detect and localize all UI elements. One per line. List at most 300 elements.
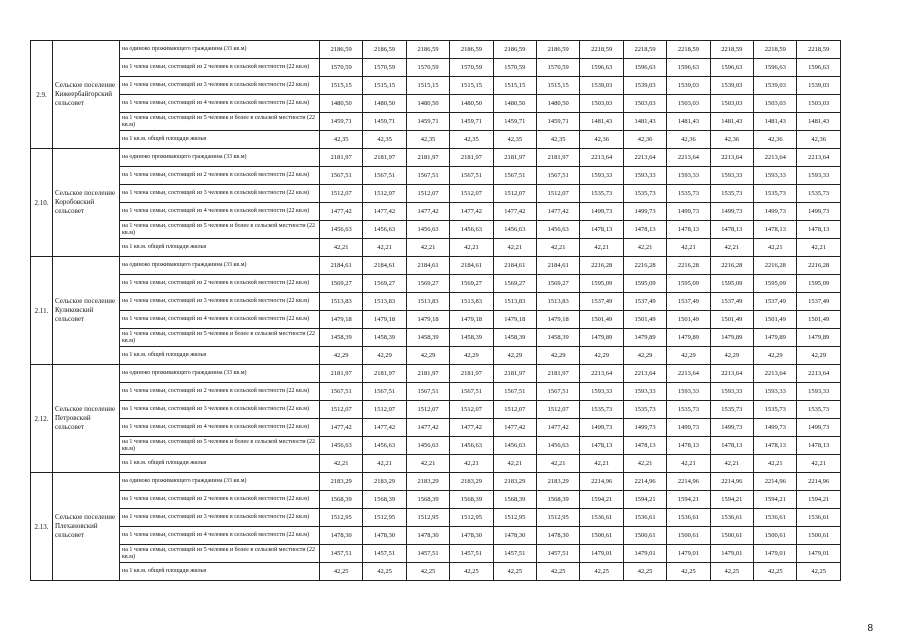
tariff-value: 42,21: [493, 239, 536, 257]
tariff-value: 1481,43: [754, 113, 797, 131]
settlement-name: Сельское поселение Кижеербайгорский сельсовет: [53, 41, 120, 149]
tariff-value: 1456,63: [537, 221, 580, 239]
tariff-value: 1568,39: [493, 491, 536, 509]
tariff-value: 1596,63: [667, 59, 710, 77]
tariff-value: 1515,15: [363, 77, 406, 95]
tariff-value: 1480,50: [320, 95, 363, 113]
tariff-value: 1456,63: [320, 437, 363, 455]
tariff-value: 1478,13: [667, 221, 710, 239]
table-row: [31, 113, 841, 131]
tariff-value: 42,29: [667, 347, 710, 365]
tariff-value: 2213,64: [580, 365, 623, 383]
tariff-value: 2181,97: [493, 365, 536, 383]
tariff-value: 1456,63: [363, 221, 406, 239]
tariff-value: 1535,73: [580, 185, 623, 203]
tariff-value: 2213,64: [667, 149, 710, 167]
tariff-value: 2181,97: [537, 365, 580, 383]
tariff-value: 1499,73: [667, 419, 710, 437]
row-label: на 1 кв.м. общей площади жилья: [120, 563, 320, 581]
tariff-value: 1512,95: [493, 509, 536, 527]
tariff-value: 2213,64: [623, 149, 666, 167]
row-label: на 1 члена семьи, состоящей из 2 человек в сельской местности (22 кв.м): [120, 275, 320, 293]
tariff-value: 1481,43: [710, 113, 753, 131]
tariff-value: 1537,49: [754, 293, 797, 311]
tariff-value: 1536,61: [580, 509, 623, 527]
tariff-value: 2181,97: [450, 149, 493, 167]
tariff-value: 1479,89: [667, 329, 710, 347]
tariff-value: 1593,33: [623, 167, 666, 185]
tariff-value: 2213,64: [797, 149, 841, 167]
table-row: [31, 509, 841, 527]
tariff-value: 1477,42: [493, 419, 536, 437]
tariff-value: 1537,49: [580, 293, 623, 311]
tariff-value: 1479,01: [667, 545, 710, 563]
table-row: [31, 185, 841, 203]
tariff-value: 1539,03: [710, 77, 753, 95]
tariff-value: 1478,13: [754, 437, 797, 455]
tariff-value: 1535,73: [580, 401, 623, 419]
tariff-value: 42,35: [450, 131, 493, 149]
row-label: на 1 члена семьи, состоящей из 3 человек в сельской местности (22 кв.м): [120, 185, 320, 203]
tariff-value: 1501,49: [667, 311, 710, 329]
tariff-value: 1513,83: [537, 293, 580, 311]
tariff-value: 2213,64: [710, 149, 753, 167]
row-label: на 1 члена семьи, состоящей из 5 человек и более в сельской местности (22 кв.м): [120, 329, 320, 347]
tariff-value: 2183,29: [363, 473, 406, 491]
tariff-value: 1593,33: [710, 167, 753, 185]
tariff-value: 1569,27: [406, 275, 449, 293]
tariff-value: 1499,73: [754, 419, 797, 437]
row-label: на 1 члена семьи, состоящей из 3 человек в сельской местности (22 кв.м): [120, 77, 320, 95]
tariff-value: 1593,33: [797, 167, 841, 185]
tariff-value: 1499,73: [754, 203, 797, 221]
row-label: на 1 кв.м. общей площади жилья: [120, 347, 320, 365]
tariff-value: 2183,29: [450, 473, 493, 491]
section-number: 2.13.: [31, 473, 53, 581]
tariff-value: 42,21: [450, 239, 493, 257]
row-label: на 1 кв.м. общей площади жилья: [120, 131, 320, 149]
tariff-value: 1539,03: [797, 77, 841, 95]
tariff-value: 1596,63: [710, 59, 753, 77]
tariff-value: 42,21: [363, 455, 406, 473]
tariff-value: 2216,28: [754, 257, 797, 275]
tariff-table-body: [31, 41, 841, 581]
tariff-value: 1477,42: [320, 203, 363, 221]
tariff-value: 1539,03: [580, 77, 623, 95]
row-label: на 1 кв.м. общей площади жилья: [120, 239, 320, 257]
table-row: [31, 167, 841, 185]
settlement-name: Сельское поселение Коробовский сельсовет: [53, 149, 120, 257]
tariff-value: 1501,49: [710, 311, 753, 329]
tariff-value: 1595,09: [754, 275, 797, 293]
tariff-value: 1596,63: [797, 59, 841, 77]
tariff-value: 2186,59: [537, 41, 580, 59]
tariff-value: 1479,89: [580, 329, 623, 347]
table-row: [31, 365, 841, 383]
tariff-value: 2184,61: [450, 257, 493, 275]
tariff-value: 1567,51: [406, 383, 449, 401]
tariff-value: 42,29: [406, 347, 449, 365]
tariff-value: 42,36: [710, 131, 753, 149]
tariff-value: 1501,49: [754, 311, 797, 329]
tariff-value: 1594,21: [667, 491, 710, 509]
tariff-value: 42,21: [710, 455, 753, 473]
tariff-value: 1594,21: [754, 491, 797, 509]
tariff-value: 2183,29: [537, 473, 580, 491]
tariff-value: 1515,15: [537, 77, 580, 95]
tariff-value: 42,21: [754, 455, 797, 473]
tariff-value: 1499,73: [623, 419, 666, 437]
tariff-value: 1515,15: [493, 77, 536, 95]
table-row: [31, 149, 841, 167]
tariff-value: 1479,18: [450, 311, 493, 329]
tariff-value: 1499,73: [580, 419, 623, 437]
tariff-value: 1569,27: [363, 275, 406, 293]
page-number: 8: [867, 623, 873, 634]
tariff-value: 1593,33: [754, 167, 797, 185]
tariff-value: 1499,73: [710, 419, 753, 437]
tariff-value: 2183,29: [493, 473, 536, 491]
tariff-value: 1477,42: [363, 203, 406, 221]
tariff-value: 1593,33: [754, 383, 797, 401]
tariff-value: 42,25: [406, 563, 449, 581]
tariff-value: 1513,83: [450, 293, 493, 311]
tariff-value: 42,25: [320, 563, 363, 581]
tariff-value: 1477,42: [537, 203, 580, 221]
tariff-value: 1570,59: [450, 59, 493, 77]
table-row: [31, 419, 841, 437]
row-label: на 1 члена семьи, состоящей из 3 человек в сельской местности (22 кв.м): [120, 293, 320, 311]
row-label: на 1 члена семьи, состоящей из 2 человек в сельской местности (22 кв.м): [120, 383, 320, 401]
tariff-value: 1459,71: [320, 113, 363, 131]
tariff-value: 42,25: [797, 563, 841, 581]
tariff-value: 1595,09: [623, 275, 666, 293]
tariff-value: 2213,64: [710, 365, 753, 383]
row-label: на 1 члена семьи, состоящей из 3 человек в сельской местности (22 кв.м): [120, 401, 320, 419]
tariff-value: 1459,71: [406, 113, 449, 131]
tariff-value: 1569,27: [320, 275, 363, 293]
tariff-value: 42,25: [537, 563, 580, 581]
tariff-value: 42,35: [363, 131, 406, 149]
tariff-value: 1512,95: [320, 509, 363, 527]
tariff-value: 1481,43: [667, 113, 710, 131]
tariff-value: 1503,03: [754, 95, 797, 113]
table-row: [31, 473, 841, 491]
tariff-value: 1567,51: [493, 383, 536, 401]
tariff-value: 1458,39: [450, 329, 493, 347]
tariff-value: 1512,07: [320, 185, 363, 203]
tariff-value: 1501,49: [797, 311, 841, 329]
tariff-value: 2218,59: [667, 41, 710, 59]
tariff-value: 1477,42: [537, 419, 580, 437]
tariff-value: 1512,07: [406, 401, 449, 419]
tariff-value: 1512,07: [406, 185, 449, 203]
tariff-value: 1594,21: [580, 491, 623, 509]
tariff-value: 1478,13: [754, 221, 797, 239]
tariff-value: 2218,59: [623, 41, 666, 59]
tariff-value: 2181,97: [363, 149, 406, 167]
table-row: [31, 59, 841, 77]
tariff-value: 1536,61: [623, 509, 666, 527]
tariff-value: 1457,51: [537, 545, 580, 563]
tariff-value: 1539,03: [667, 77, 710, 95]
tariff-value: 2183,29: [406, 473, 449, 491]
tariff-value: 2181,97: [320, 365, 363, 383]
tariff-value: 42,29: [537, 347, 580, 365]
tariff-value: 2186,59: [450, 41, 493, 59]
tariff-value: 1536,61: [667, 509, 710, 527]
tariff-value: 1456,63: [406, 221, 449, 239]
tariff-value: 42,21: [406, 239, 449, 257]
tariff-value: 1537,49: [710, 293, 753, 311]
tariff-value: 42,35: [320, 131, 363, 149]
tariff-value: 1512,07: [493, 185, 536, 203]
tariff-value: 2214,96: [710, 473, 753, 491]
tariff-value: 1503,03: [667, 95, 710, 113]
tariff-value: 42,21: [797, 455, 841, 473]
tariff-value: 1501,49: [623, 311, 666, 329]
tariff-value: 42,21: [797, 239, 841, 257]
tariff-value: 1567,51: [406, 167, 449, 185]
tariff-value: 2218,59: [710, 41, 753, 59]
table-row: [31, 383, 841, 401]
tariff-value: 1568,39: [450, 491, 493, 509]
tariff-value: 1478,30: [493, 527, 536, 545]
table-row: [31, 401, 841, 419]
tariff-value: 1478,13: [623, 437, 666, 455]
tariff-value: 1535,73: [754, 185, 797, 203]
tariff-value: 42,29: [797, 347, 841, 365]
tariff-value: 1456,63: [493, 437, 536, 455]
row-label: на 1 члена семьи, состоящей из 2 человек в сельской местности (22 кв.м): [120, 491, 320, 509]
tariff-value: 1478,30: [320, 527, 363, 545]
tariff-value: 1456,63: [450, 437, 493, 455]
row-label: на 1 кв.м. общей площади жилья: [120, 455, 320, 473]
tariff-value: 1535,73: [797, 185, 841, 203]
tariff-value: 1481,43: [797, 113, 841, 131]
tariff-value: 1512,07: [537, 401, 580, 419]
tariff-value: 1512,07: [450, 401, 493, 419]
tariff-value: 1569,27: [537, 275, 580, 293]
tariff-value: 1568,39: [320, 491, 363, 509]
tariff-value: 42,36: [667, 131, 710, 149]
tariff-value: 42,21: [580, 239, 623, 257]
tariff-value: 2183,29: [320, 473, 363, 491]
tariff-value: 1500,61: [667, 527, 710, 545]
tariff-value: 1500,61: [710, 527, 753, 545]
table-row: [31, 41, 841, 59]
tariff-value: 1499,73: [580, 203, 623, 221]
tariff-table: [30, 40, 841, 581]
row-label: на 1 члена семьи, состоящей из 5 человек и более в сельской местности (22 кв.м): [120, 437, 320, 455]
tariff-value: 42,21: [320, 455, 363, 473]
tariff-value: 1458,39: [406, 329, 449, 347]
tariff-value: 1537,49: [797, 293, 841, 311]
tariff-value: 1539,03: [623, 77, 666, 95]
tariff-value: 1478,13: [710, 221, 753, 239]
table-row: [31, 95, 841, 113]
tariff-value: 1458,39: [363, 329, 406, 347]
tariff-value: 1480,50: [406, 95, 449, 113]
tariff-value: 42,25: [450, 563, 493, 581]
tariff-value: 1478,13: [797, 437, 841, 455]
tariff-value: 42,25: [667, 563, 710, 581]
tariff-value: 1481,43: [623, 113, 666, 131]
table-row: [31, 545, 841, 563]
tariff-value: 42,21: [623, 239, 666, 257]
tariff-value: 1478,30: [406, 527, 449, 545]
tariff-value: 1537,49: [623, 293, 666, 311]
row-label: на одиноко проживающего гражданина (33 кв.м): [120, 365, 320, 383]
tariff-value: 1594,21: [710, 491, 753, 509]
tariff-value: 1458,39: [320, 329, 363, 347]
tariff-value: 2213,64: [623, 365, 666, 383]
tariff-value: 1457,51: [363, 545, 406, 563]
tariff-value: 1536,61: [710, 509, 753, 527]
tariff-value: 1477,42: [493, 203, 536, 221]
table-row: [31, 437, 841, 455]
tariff-value: 42,25: [363, 563, 406, 581]
tariff-value: 1567,51: [320, 167, 363, 185]
tariff-value: 1477,42: [406, 419, 449, 437]
tariff-value: 1499,73: [710, 203, 753, 221]
tariff-value: 42,21: [406, 455, 449, 473]
tariff-value: 1512,07: [493, 401, 536, 419]
tariff-value: 2216,28: [710, 257, 753, 275]
tariff-value: 2213,64: [667, 365, 710, 383]
tariff-value: 1568,39: [363, 491, 406, 509]
tariff-value: 2218,59: [580, 41, 623, 59]
tariff-value: 2184,61: [493, 257, 536, 275]
table-row: [31, 239, 841, 257]
settlement-name: Сельское поселение Плехановский сельсовет: [53, 473, 120, 581]
tariff-value: 1479,89: [623, 329, 666, 347]
tariff-value: 1513,83: [406, 293, 449, 311]
tariff-value: 2213,64: [754, 149, 797, 167]
tariff-value: 1567,51: [450, 383, 493, 401]
row-label: на одиноко проживающего гражданина (33 кв.м): [120, 149, 320, 167]
tariff-value: 1535,73: [710, 401, 753, 419]
tariff-value: 1458,39: [493, 329, 536, 347]
tariff-value: 1499,73: [667, 203, 710, 221]
tariff-value: 1479,18: [406, 311, 449, 329]
table-row: [31, 491, 841, 509]
tariff-value: 1456,63: [320, 221, 363, 239]
tariff-value: 42,29: [493, 347, 536, 365]
tariff-value: 1513,83: [320, 293, 363, 311]
tariff-value: 1480,50: [493, 95, 536, 113]
row-label: на 1 члена семьи, состоящей из 4 человек в сельской местности (22 кв.м): [120, 203, 320, 221]
tariff-value: 42,21: [754, 239, 797, 257]
tariff-value: 1537,49: [667, 293, 710, 311]
tariff-value: 1595,09: [580, 275, 623, 293]
tariff-value: 42,21: [667, 239, 710, 257]
tariff-value: 1595,09: [667, 275, 710, 293]
tariff-value: 42,29: [363, 347, 406, 365]
tariff-value: 2186,59: [363, 41, 406, 59]
tariff-value: 2214,96: [754, 473, 797, 491]
tariff-value: 1503,03: [623, 95, 666, 113]
tariff-value: 2184,61: [537, 257, 580, 275]
tariff-value: 1512,07: [320, 401, 363, 419]
tariff-value: 1477,42: [320, 419, 363, 437]
table-row: [31, 563, 841, 581]
row-label: на 1 члена семьи, состоящей из 2 человек в сельской местности (22 кв.м): [120, 59, 320, 77]
tariff-value: 1499,73: [623, 203, 666, 221]
section-number: 2.11.: [31, 257, 53, 365]
tariff-value: 1479,01: [710, 545, 753, 563]
tariff-value: 1567,51: [537, 383, 580, 401]
tariff-value: 2213,64: [580, 149, 623, 167]
tariff-value: 1570,59: [320, 59, 363, 77]
tariff-value: 1479,89: [710, 329, 753, 347]
tariff-value: 42,21: [537, 455, 580, 473]
tariff-value: 2216,28: [667, 257, 710, 275]
tariff-value: 1570,59: [406, 59, 449, 77]
tariff-value: 1512,95: [363, 509, 406, 527]
tariff-value: 2181,97: [493, 149, 536, 167]
tariff-value: 2186,59: [493, 41, 536, 59]
tariff-value: 1595,09: [710, 275, 753, 293]
tariff-value: 2214,96: [623, 473, 666, 491]
tariff-value: 1512,95: [450, 509, 493, 527]
tariff-value: 1535,73: [623, 401, 666, 419]
tariff-value: 1536,61: [797, 509, 841, 527]
tariff-value: 1594,21: [797, 491, 841, 509]
tariff-value: 1479,18: [320, 311, 363, 329]
tariff-value: 2216,28: [623, 257, 666, 275]
tariff-value: 2213,64: [754, 365, 797, 383]
tariff-value: 1478,30: [363, 527, 406, 545]
tariff-value: 1515,15: [320, 77, 363, 95]
tariff-value: 42,25: [754, 563, 797, 581]
tariff-value: 1480,50: [450, 95, 493, 113]
tariff-value: 42,21: [710, 239, 753, 257]
tariff-value: 1570,59: [537, 59, 580, 77]
tariff-value: 1512,95: [406, 509, 449, 527]
tariff-value: 1477,42: [450, 203, 493, 221]
tariff-value: 1459,71: [450, 113, 493, 131]
tariff-value: 2181,97: [450, 365, 493, 383]
tariff-value: 1512,95: [537, 509, 580, 527]
tariff-value: 1478,30: [450, 527, 493, 545]
tariff-value: 1479,01: [754, 545, 797, 563]
tariff-value: 2181,97: [363, 365, 406, 383]
tariff-value: 1456,63: [493, 221, 536, 239]
table-row: [31, 275, 841, 293]
table-row: [31, 131, 841, 149]
tariff-value: 1512,07: [450, 185, 493, 203]
tariff-value: 2186,59: [320, 41, 363, 59]
tariff-value: 1479,01: [580, 545, 623, 563]
tariff-value: 42,25: [580, 563, 623, 581]
tariff-value: 1567,51: [363, 383, 406, 401]
tariff-value: 1479,89: [754, 329, 797, 347]
tariff-value: 1503,03: [710, 95, 753, 113]
tariff-value: 1499,73: [797, 419, 841, 437]
tariff-value: 42,36: [580, 131, 623, 149]
tariff-value: 2214,96: [667, 473, 710, 491]
settlement-name: Сельское поселение Куликовский сельсовет: [53, 257, 120, 365]
row-label: на одиноко проживающего гражданина (33 кв.м): [120, 473, 320, 491]
tariff-value: 1593,33: [580, 383, 623, 401]
tariff-value: 2181,97: [406, 365, 449, 383]
tariff-value: 42,25: [710, 563, 753, 581]
tariff-value: 1569,27: [493, 275, 536, 293]
tariff-value: 1567,51: [493, 167, 536, 185]
table-row: [31, 221, 841, 239]
tariff-value: 1477,42: [363, 419, 406, 437]
